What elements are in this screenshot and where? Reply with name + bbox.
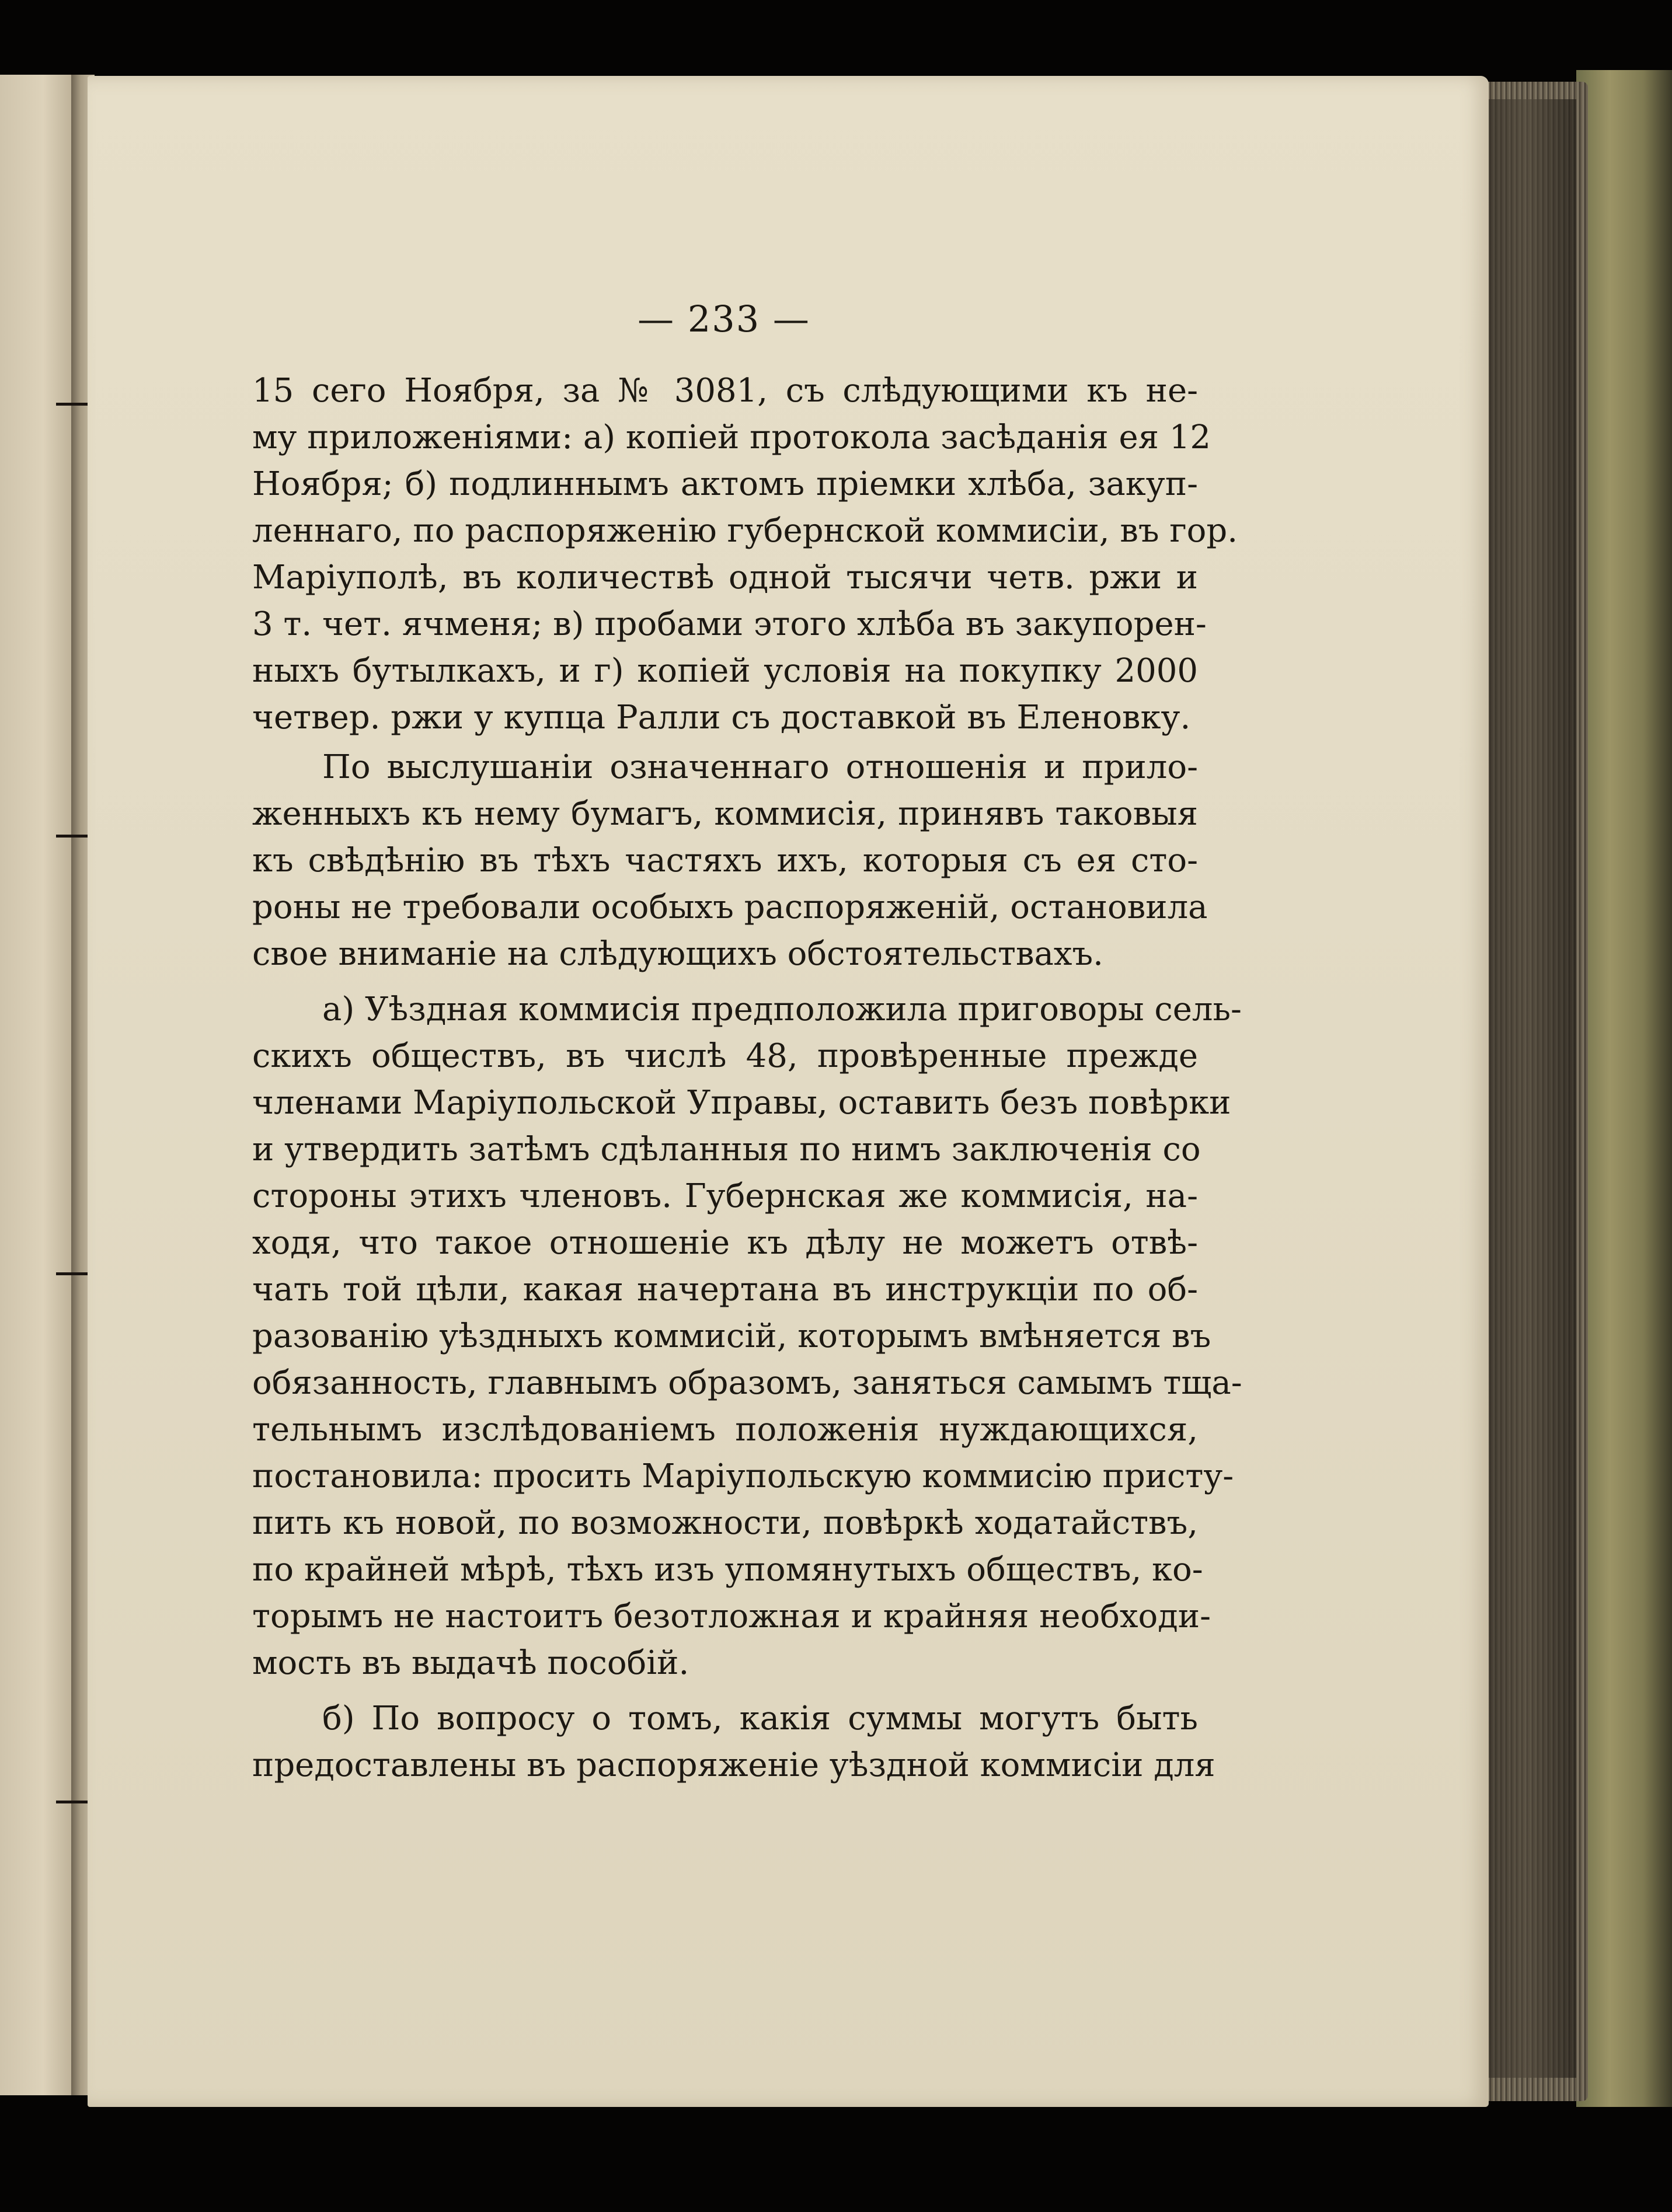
text-line: тельнымъ изслѣдованіемъ положенія нуждающихся, — [252, 1411, 1198, 1449]
text-line: предоставлены въ распоряженіе уѣздной коммисіи для — [252, 1746, 1215, 1784]
text-line: пить къ новой, по возможности, повѣркѣ ходатайствъ, — [252, 1504, 1198, 1542]
text-line: членами Маріупольской Управы, оставить безъ повѣрки — [252, 1084, 1231, 1122]
text-line: а) Уѣздная коммисія предположила приговоры сель- — [322, 990, 1242, 1028]
text-line: мость въ выдачѣ пособій. — [252, 1644, 689, 1682]
text-line: къ свѣдѣнію въ тѣхъ частяхъ ихъ, которыя съ ея сто- — [252, 842, 1198, 880]
text-line: Маріуполѣ, въ количествѣ одной тысячи четв. ржи и — [252, 559, 1198, 596]
text-line: чать той цѣли, какая начертана въ инструкціи по об- — [252, 1271, 1198, 1309]
page-block-shadow — [1477, 99, 1576, 2078]
text-line: постановила: просить Маріупольскую коммисію присту- — [252, 1457, 1234, 1495]
text-line: ныхъ бутылкахъ, и г) копіей условія на покупку 2000 — [252, 652, 1198, 690]
text-line: б) По вопросу о томъ, какія суммы могутъ быть — [322, 1700, 1198, 1737]
text-line: разованію уѣздныхъ коммисій, которымъ вмѣняется въ — [252, 1317, 1211, 1355]
text-line: и утвердить затѣмъ сдѣланныя по нимъ заключенія со — [252, 1131, 1201, 1168]
book-cover-edge — [1576, 70, 1672, 2107]
text-line: ходя, что такое отношеніе къ дѣлу не можетъ отвѣ- — [252, 1224, 1198, 1262]
text-line: свое вниманіе на слѣдующихъ обстоятельствахъ. — [252, 935, 1103, 973]
page-number: — 233 — — [638, 298, 810, 340]
text-line: му приложеніями: а) копіей протокола засѣданія ея 12 — [252, 418, 1211, 456]
text-line: Ноября; б) подлиннымъ актомъ пріемки хлѣба, закуп- — [252, 465, 1198, 503]
text-line: 15 сего Ноября, за № 3081, съ слѣдующими къ не- — [252, 372, 1198, 410]
previous-page-edge — [0, 75, 79, 2095]
text-line: четвер. ржи у купца Ралли съ доставкой въ Еленовку. — [252, 699, 1191, 737]
text-line: леннаго, по распоряженію губернской коммисіи, въ гор. — [252, 512, 1238, 550]
text-line: По выслушаніи означеннаго отношенія и прило- — [322, 748, 1198, 786]
text-line: стороны этихъ членовъ. Губернская же коммисія, на- — [252, 1177, 1198, 1215]
text-line: торымъ не настоитъ безотложная и крайняя необходи- — [252, 1597, 1211, 1635]
text-line: 3 т. чет. ячменя; в) пробами этого хлѣба въ закупорен- — [252, 605, 1207, 643]
text-line: по крайней мѣрѣ, тѣхъ изъ упомянутыхъ обществъ, ко- — [252, 1551, 1203, 1589]
text-line: роны не требовали особыхъ распоряженій, остановила — [252, 888, 1208, 926]
text-line: женныхъ къ нему бумагъ, коммисія, принявъ таковыя — [252, 795, 1198, 833]
text-line: скихъ обществъ, въ числѣ 48, провѣренные прежде — [252, 1037, 1198, 1075]
text-line: обязанность, главнымъ образомъ, заняться самымъ тща- — [252, 1364, 1242, 1402]
